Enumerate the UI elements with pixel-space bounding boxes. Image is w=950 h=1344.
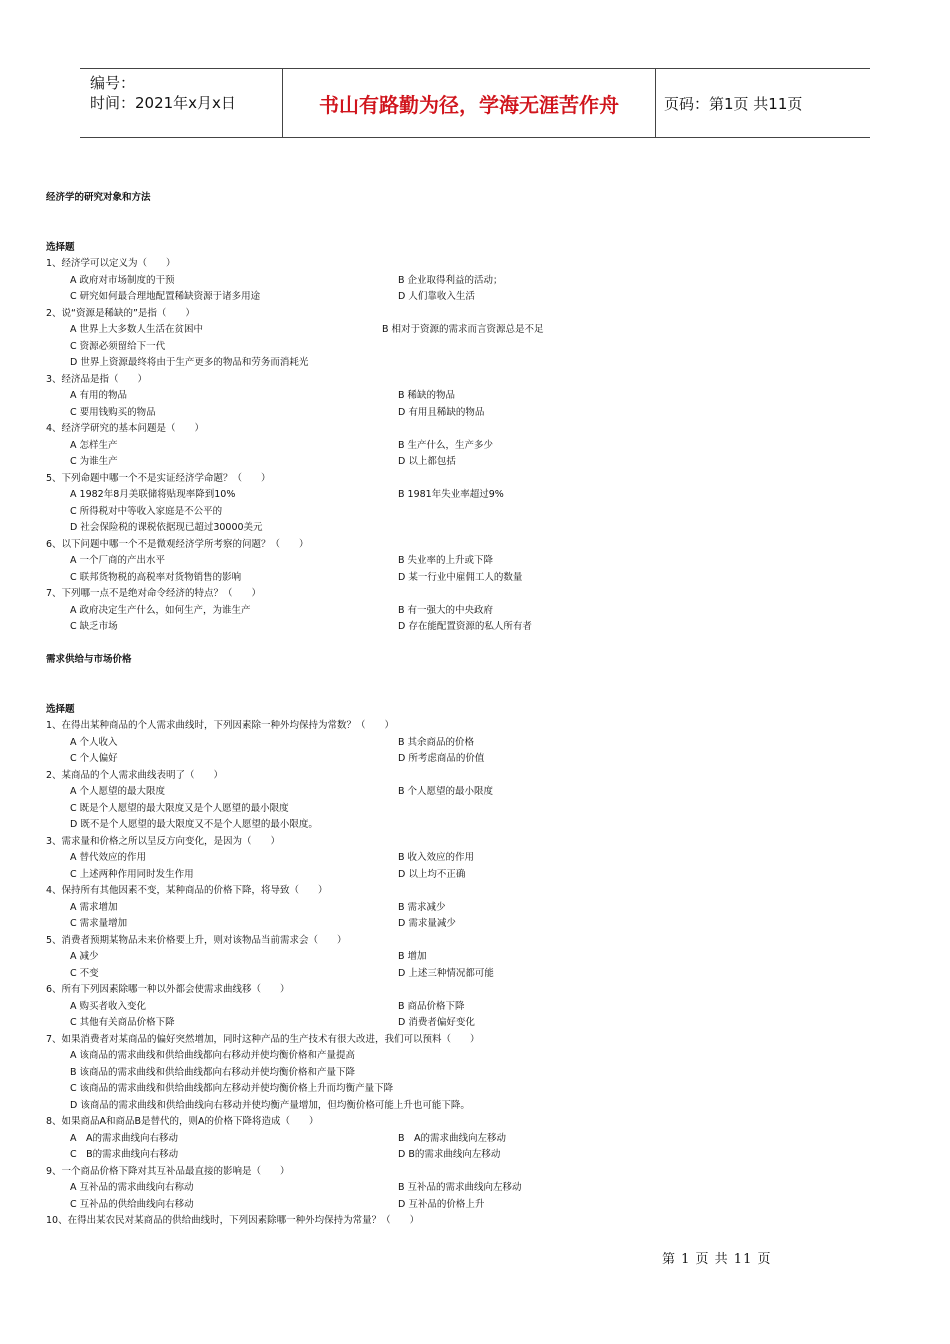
option-row (46, 1180, 906, 1197)
option-c: C 联邦货物税的高税率对货物销售的影响 (70, 571, 242, 583)
option-c: C 资源必须留给下一代 (70, 340, 166, 352)
option-d: D 某一行业中雇佣工人的数量 (398, 571, 523, 583)
page-label: 页码：第1页 共11页 (664, 94, 803, 113)
option-row (46, 570, 906, 587)
question: 9、一个商品价格下降对其互补品最直接的影响是（ ） (46, 1165, 290, 1177)
option-row (46, 735, 906, 752)
question: 4、保持所有其他因素不变，某种商品的价格下降，将导致（ ） (46, 885, 328, 896)
option-b: B 商品价格下降 (398, 1000, 465, 1012)
question: 5、消费者预期某物品未来价格要上升，则对该物品当前需求会（ ） (46, 934, 347, 946)
option-a: A 怎样生产 (70, 439, 118, 451)
option-c: C 研究如何最合理地配置稀缺资源于诸多用途 (70, 291, 261, 302)
option-a: A 需求增加 (70, 901, 118, 913)
section-title: 需求供给与市场价格 (46, 654, 132, 665)
option-d: D 需求量减少 (398, 918, 456, 929)
option-c: C 互补品的供给曲线向右移动 (70, 1198, 194, 1210)
option-row (46, 322, 906, 339)
option-d: D 所考虑商品的价值 (398, 753, 485, 764)
section-subtitle: 选择题 (46, 241, 75, 253)
option-c: C 缺乏市场 (70, 621, 118, 632)
time-label: 时间：2021年x月x日 (90, 94, 236, 112)
option-b: B 该商品的需求曲线和供给曲线都向右移动并使均衡价格和产量下降 (70, 1066, 356, 1078)
option-b: B 企业取得利益的活动； (398, 274, 503, 286)
option-b: B 失业率的上升或下降 (398, 555, 494, 566)
option-row (46, 487, 906, 504)
question: 7、如果消费者对某商品的偏好突然增加，同时这种产品的生产技术有很大改进，我们可以预料（ ） (46, 1033, 480, 1045)
page-footer: 第 1 页 共 11 页 (662, 1252, 772, 1267)
option-b: B 稀缺的物品 (398, 390, 456, 401)
option-c: C 既是个人愿望的最大限度又是个人愿望的最小限度 (70, 802, 289, 814)
section-subtitle: 选择题 (46, 703, 75, 715)
option-b: B 收入效应的作用 (398, 852, 475, 863)
option-row (46, 1197, 906, 1214)
option-row (46, 438, 906, 455)
option-c: C B的需求曲线向右移动 (70, 1149, 179, 1160)
option-row (46, 751, 906, 768)
question: 2、某商品的个人需求曲线表明了（ ） (46, 769, 224, 781)
option-d: D 社会保险税的课税依据现已超过30000美元 (70, 522, 263, 533)
document-body (46, 190, 906, 1230)
option-row (46, 619, 906, 636)
option-c: C 需求量增加 (70, 918, 128, 929)
header-meta (80, 69, 283, 137)
option-b: B 个人愿望的最小限度 (398, 786, 494, 797)
option-d: D 人们靠收入生活 (398, 291, 475, 302)
option-row (46, 405, 906, 422)
option-row (46, 900, 906, 917)
option-a: A 替代效应的作用 (70, 852, 147, 863)
option-d: D B的需求曲线向左移动 (398, 1149, 501, 1160)
question: 2、说“资源是稀缺的”是指（ ） (46, 307, 195, 319)
option-b: B A的需求曲线向左移动 (398, 1132, 507, 1144)
option-b: B 需求减少 (398, 901, 446, 913)
option-b: B 生产什么，生产多少 (398, 439, 494, 451)
question: 4、经济学研究的基本问题是（ ） (46, 423, 205, 434)
question: 7、下列哪一点不是绝对命令经济的特点？（ ） (46, 588, 262, 599)
option-row (46, 999, 906, 1016)
option-c: C 该商品的需求曲线和供给曲线都向左移动并使均衡价格上升而均衡产量下降 (70, 1083, 394, 1094)
option-a: A 减少 (70, 951, 99, 962)
option-a: A 一个厂商的产出水平 (70, 555, 166, 566)
question: 1、在得出某种商品的个人需求曲线时，下列因素除一种外均保持为常数？（ ） (46, 720, 395, 731)
option-c: C 其他有关商品价格下降 (70, 1017, 175, 1028)
option-a: A 个人愿望的最大限度 (70, 786, 166, 797)
option-b: B 1981年失业率超过9% (398, 489, 504, 500)
option-d: D 上述三种情况都可能 (398, 967, 494, 979)
option-a: A 1982年8月美联储将贴现率降到10% (70, 489, 236, 500)
option-row (46, 966, 906, 983)
option-a: A 互补品的需求曲线向右称动 (70, 1182, 194, 1193)
question: 8、如果商品A和商品B是替代的，则A的价格下降将造成（ ） (46, 1116, 319, 1127)
option-a: A 有用的物品 (70, 390, 128, 401)
question: 3、需求量和价格之所以呈反方向变化，是因为（ ） (46, 835, 281, 847)
header-motto-cell (283, 69, 656, 137)
option-a: A 世界上大多数人生活在贫困中 (70, 324, 204, 335)
option-d: D 消费者偏好变化 (398, 1017, 475, 1028)
option-a: A A的需求曲线向右移动 (70, 1132, 178, 1144)
option-row (46, 867, 906, 884)
option-d: D 既不是个人愿望的最大限度又不是个人愿望的最小限度。 (70, 819, 318, 830)
option-row (46, 273, 906, 290)
option-b: B 有一强大的中央政府 (398, 604, 494, 616)
option-a: A 购买者收入变化 (70, 1000, 147, 1012)
option-d: D 世界上资源最终将由于生产更多的物品和劳务而消耗光 (70, 357, 309, 368)
option-d: D 以上都包括 (398, 456, 456, 467)
option-b: B 互补品的需求曲线向左移动 (398, 1182, 522, 1193)
option-b: B 增加 (398, 951, 427, 962)
option-d: D 该商品的需求曲线和供给曲线向右移动并使均衡产量增加，但均衡价格可能上升也可能下降。 (70, 1099, 470, 1111)
option-c: C 为谁生产 (70, 456, 118, 467)
motto: 书山有路勤为径，学海无涯苦作舟 (319, 92, 619, 117)
option-d: D 互补品的价格上升 (398, 1198, 485, 1210)
question: 6、以下问题中哪一个不是微观经济学所考察的问题？（ ） (46, 538, 309, 550)
option-c: C 个人偏好 (70, 753, 118, 764)
option-row (46, 916, 906, 933)
question: 1、经济学可以定义为（ ） (46, 258, 176, 269)
option-a: A 政府决定生产什么，如何生产，为谁生产 (70, 604, 251, 616)
page-header (80, 68, 870, 138)
option-c: C 不变 (70, 967, 99, 979)
question: 10、在得出某农民对某商品的供给曲线时，下列因素除哪一种外均保持为常量？（ ） (46, 1215, 420, 1226)
option-a: A 个人收入 (70, 736, 118, 748)
option-d: D 以上均不正确 (398, 868, 466, 880)
option-c: C 上述两种作用同时发生作用 (70, 868, 194, 880)
option-row (46, 289, 906, 306)
option-row (46, 1147, 906, 1164)
option-row (46, 603, 906, 620)
option-a: A 该商品的需求曲线和供给曲线都向右移动并使均衡价格和产量提高 (70, 1050, 356, 1061)
option-b: B 相对于资源的需求而言资源总是不足 (382, 324, 544, 335)
option-row (46, 1015, 906, 1032)
option-d: D 有用且稀缺的物品 (398, 406, 485, 418)
option-c: C 要用钱购买的物品 (70, 406, 156, 418)
number-label: 编号： (90, 74, 136, 92)
option-a: A 政府对市场制度的干预 (70, 274, 175, 286)
header-page-cell (656, 69, 870, 137)
section-title: 经济学的研究对象和方法 (46, 192, 151, 203)
option-row (46, 949, 906, 966)
option-d: D 存在能配置资源的私人所有者 (398, 621, 532, 632)
option-row (46, 850, 906, 867)
option-row (46, 388, 906, 405)
option-c: C 所得税对中等收入家庭是不公平的 (70, 505, 223, 517)
option-row (46, 784, 906, 801)
option-row (46, 1131, 906, 1148)
question: 5、下列命题中哪一个不是实证经济学命题？（ ） (46, 472, 271, 484)
question: 3、经济品是指（ ） (46, 373, 148, 385)
option-row (46, 454, 906, 471)
option-row (46, 553, 906, 570)
question: 6、所有下列因素除哪一种以外都会使需求曲线移（ ） (46, 984, 290, 995)
option-b: B 其余商品的价格 (398, 736, 475, 748)
